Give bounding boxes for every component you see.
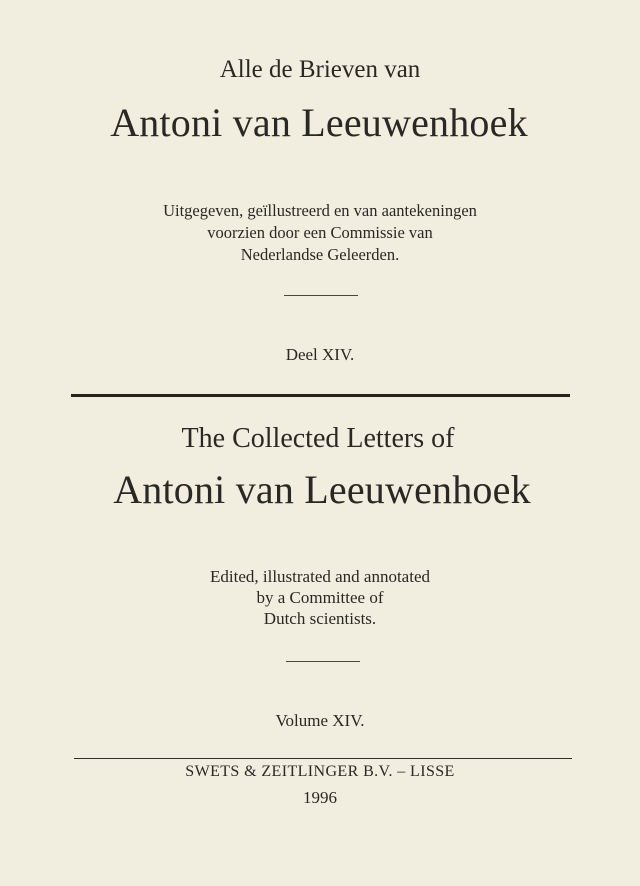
- section-divider-rule: [71, 394, 570, 397]
- dutch-subtitle-line: Uitgegeven, geïllustreerd en van aantekeningen: [163, 201, 477, 220]
- dutch-subtitle-line: voorzien door een Commissie van: [207, 223, 433, 242]
- dutch-separator-rule: [284, 295, 358, 296]
- english-title-prefix: The Collected Letters of: [181, 423, 455, 454]
- english-subtitle-line: Edited, illustrated and annotated: [210, 567, 430, 586]
- imprint-rule: [74, 758, 572, 759]
- dutch-title-prefix: Alle de Brieven van: [219, 56, 421, 83]
- publisher-imprint: SWETS & ZEITLINGER B.V. – LISSE: [185, 763, 455, 780]
- dutch-subtitle-line: Nederlandse Geleerden.: [240, 245, 400, 264]
- english-volume-label: Volume XIV.: [275, 711, 365, 730]
- english-separator-rule: [286, 661, 360, 662]
- english-subtitle-line: Dutch scientists.: [263, 609, 377, 628]
- dutch-title-name: Antoni van Leeuwenhoek: [110, 100, 528, 145]
- english-subtitle-line: by a Committee of: [256, 588, 384, 607]
- dutch-volume-label: Deel XIV.: [285, 345, 355, 364]
- english-title-name: Antoni van Leeuwenhoek: [113, 467, 531, 512]
- publication-year: 1996: [303, 788, 337, 807]
